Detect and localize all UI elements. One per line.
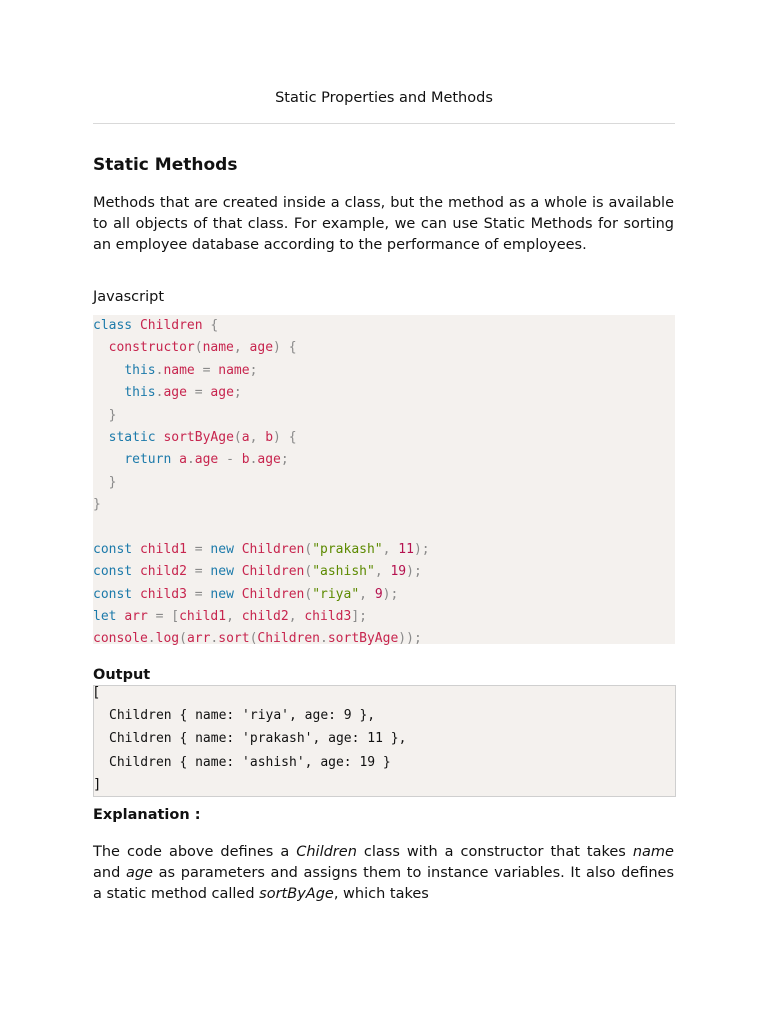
code-block — [93, 315, 675, 647]
code-line: class Children { — [93, 318, 219, 333]
code-line: const child1 = new Children("prakash", 11); — [93, 541, 430, 557]
explanation-text: and — [93, 865, 126, 881]
class-name-ref: Children — [296, 844, 357, 860]
code-line: static sortByAge(a, b) { — [108, 429, 297, 445]
document-header-title: Static Properties and Methods — [275, 90, 493, 106]
output-open-bracket: [ — [94, 685, 100, 701]
header-divider — [93, 123, 675, 124]
output-line: Children { name: 'ashish', age: 19 } — [109, 755, 391, 770]
code-line: const child3 = new Children("riya", 9); — [93, 586, 399, 602]
code-line: } — [108, 407, 117, 423]
param-name-ref: name — [632, 844, 674, 860]
code-line: this.name = name; — [124, 362, 258, 378]
code-line: return a.age - b.age; — [124, 452, 289, 468]
code-line: } — [93, 497, 101, 513]
code-line: const child2 = new Children("ashish", 19); — [93, 564, 422, 580]
code-line — [93, 517, 675, 539]
output-line: Children { name: 'riya', age: 9 }, — [109, 708, 376, 723]
section-heading: Static Methods — [93, 155, 238, 175]
output-block — [93, 685, 676, 797]
method-name-ref: sortByAge — [259, 886, 334, 902]
param-age-ref: age — [125, 865, 153, 881]
code-line: } — [108, 474, 117, 490]
intro-paragraph: Methods that are created inside a class, but the method as a whole is available to all objects of that class. For example, we can use Static Methods for sorting an employee database according to the performance of employees. — [93, 195, 674, 253]
output-close-bracket: ] — [94, 777, 100, 793]
output-heading: Output — [93, 667, 151, 683]
explanation-text: class with a constructor that takes — [356, 844, 633, 860]
code-line: console.log(arr.sort(Children.sortByAge)); — [93, 631, 422, 647]
explanation-heading: Explanation : — [93, 807, 201, 823]
explanation-text: as parameters and assigns them to instance variables. It also defines a static method called — [93, 865, 674, 902]
explanation-text: , which takes — [333, 886, 429, 902]
code-language-label: Javascript — [93, 289, 165, 305]
explanation-text: The code above defines a — [93, 844, 297, 860]
code-line: this.age = age; — [124, 385, 242, 401]
output-line: Children { name: 'prakash', age: 11 }, — [109, 731, 407, 746]
code-line: constructor(name, age) { — [108, 340, 297, 356]
explanation-paragraph — [93, 842, 674, 905]
code-line: let arr = [child1, child2, child3]; — [93, 609, 367, 625]
